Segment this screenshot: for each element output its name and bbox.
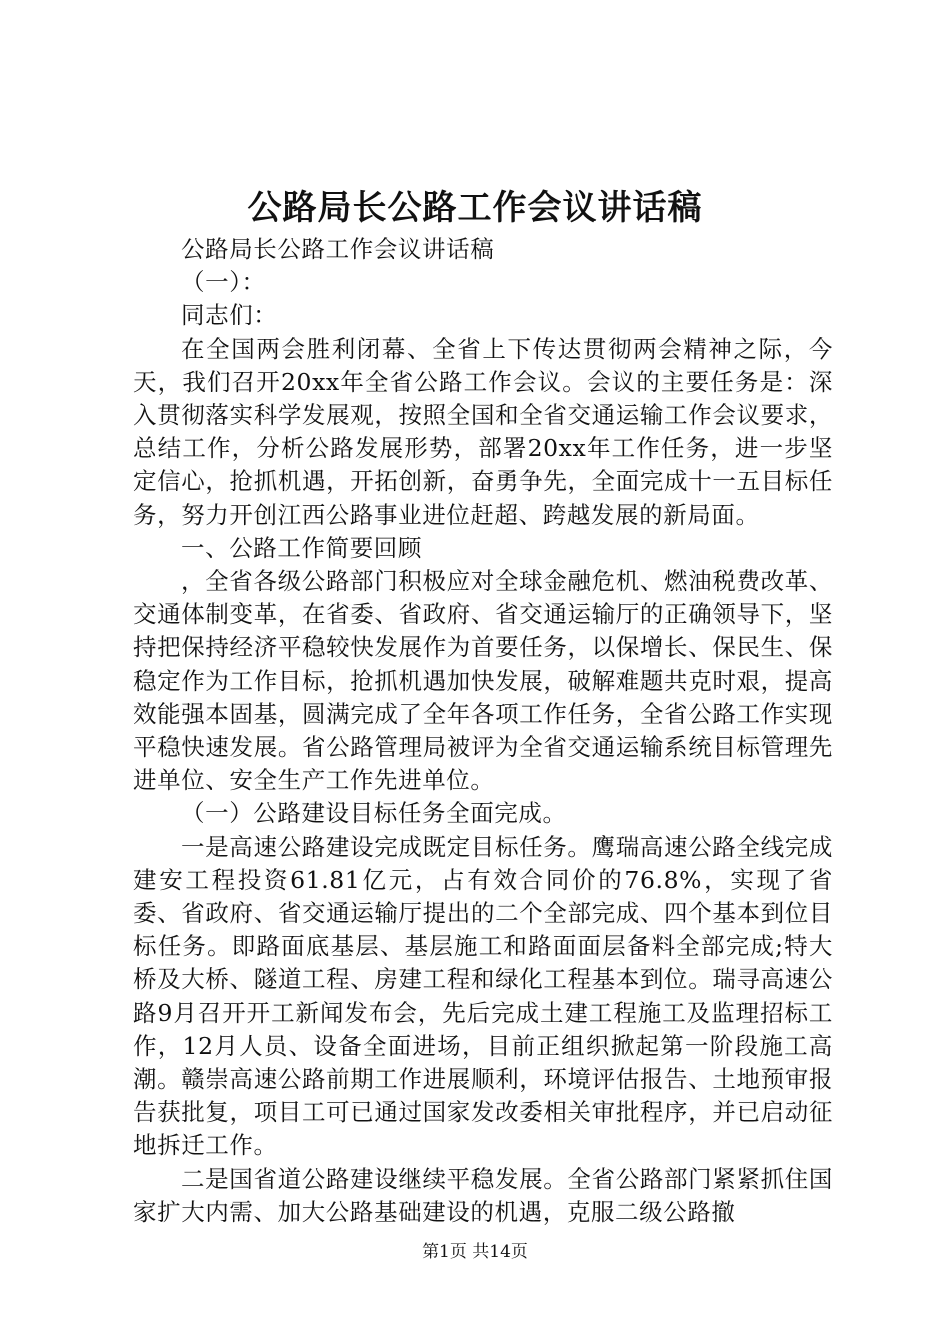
document-title: 公路局长公路工作会议讲话稿 (247, 188, 703, 228)
subsection-heading-construction: （一）公路建设目标任务全面完成。 (181, 799, 567, 828)
page-footer: 第1页 共14页 (422, 1242, 528, 1262)
paragraph-opening: 在全国两会胜利闭幕、全省上下传达贯彻两会精神之际，今天，我们召开20xx年全省公路工作会议。会议的主要任务是：深入贯彻落实科学发展观，按照全国和全省交通运输工作会议要求，总结工作，分析公路发展形势，部署20xx年工作任务，进一步坚定信心，抢抓机遇，开拓创新，奋勇争先，全面完成十一五目标任务，努力开创江西公路事业进位赶超、跨越发展的新局面。 (133, 334, 833, 529)
paragraph-section-marker: （一）： (181, 268, 266, 297)
document-body (133, 233, 833, 1229)
paragraph-national-provincial-roads: 二是国省道公路建设继续平稳发展。全省公路部门紧紧抓住国家扩大内需、加大公路基础建设的机遇，克服二级公路撤 (133, 1164, 833, 1226)
paragraph-salutation: 同志们： (181, 301, 278, 330)
paragraph-review: ，全省各级公路部门积极应对全球金融危机、燃油税费改革、交通体制变革，在省委、省政府、省交通运输厅的正确领导下，坚持把保持经济平稳较快发展作为首要任务，以保增长、保民生、保稳定作为工作目标，抢抓机遇加快发展，破解难题共克时艰，提高效能强本固基，圆满完成了全年各项工作任务，全省公路工作实现平稳快速发展。省公路管理局被评为全省交通运输系统目标管理先进单位、安全生产工作先进单位。 (133, 567, 833, 795)
paragraph-highway-construction: 一是高速公路建设完成既定目标任务。鹰瑞高速公路全线完成建安工程投资61.81亿元，占有效合同价的76.8%，实现了省委、省政府、省交通运输厅提出的二个全部完成、四个基本到位目标任务。即路面底基层、基层施工和路面面层备料全部完成;特大桥及大桥、隧道工程、房建工程和绿化工程基本到位。瑞寻高速公路9月召开开工新闻发布会，先后完成土建工程施工及监理招标工作，12月人员、设备全面进场，目前正组织掀起第一阶段施工高潮。赣崇高速公路前期工作进展顺利，环境评估报告、土地预审报告获批复，项目工可已通过国家发改委相关审批程序，并已启动征地拆迁工作。 (133, 832, 833, 1160)
section-heading-review: 一、公路工作简要回顾 (181, 533, 422, 562)
paragraph-subtitle: 公路局长公路工作会议讲话稿 (181, 235, 495, 263)
